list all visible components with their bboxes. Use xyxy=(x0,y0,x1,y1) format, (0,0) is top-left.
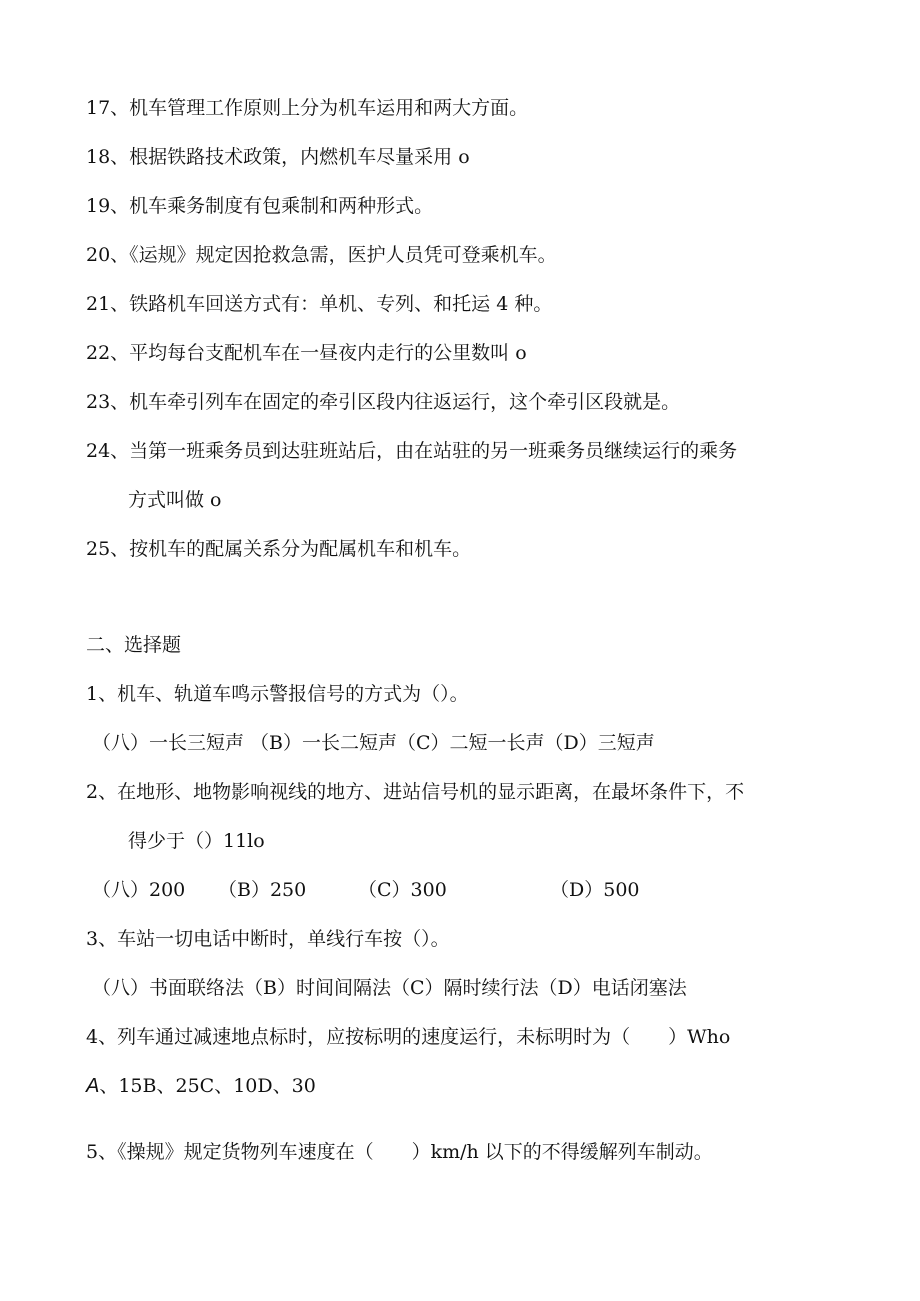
choice-question-2-option-d: （D）500 xyxy=(550,879,640,901)
choice-question-3: 3、车站一切电话中断时，单线行车按（）。 xyxy=(86,928,450,950)
question-18: 18、根据铁路技术政策，内燃机车尽量采用 o xyxy=(86,146,470,168)
choice-question-2-option-b: （B）250 xyxy=(218,879,307,901)
choice-question-1-options: （八）一长三短声 （B）一长二短声（C）二短一长声（D）三短声 xyxy=(92,732,655,754)
choice-question-2-line1: 2、在地形、地物影响视线的地方、进站信号机的显示距离，在最坏条件下，不 xyxy=(86,781,745,803)
choice-question-2-option-a: （八）200 xyxy=(92,879,186,901)
question-17: 17、机车管理工作原则上分为机车运用和两大方面。 xyxy=(86,97,529,119)
choice-question-1: 1、机车、轨道车鸣示警报信号的方式为（）。 xyxy=(86,683,469,705)
question-22: 22、平均每台支配机车在一昼夜内走行的公里数叫 o xyxy=(86,342,527,364)
section-title: 二、选择题 xyxy=(86,634,182,656)
choice-question-3-options: （八）书面联络法（B）时间间隔法（C）隔时续行法（D）电话闭塞法 xyxy=(92,977,687,999)
question-19: 19、机车乘务制度有包乘制和两种形式。 xyxy=(86,195,434,217)
choice-question-4-options xyxy=(86,1074,316,1098)
options-text: 、15B、25C、10D、30 xyxy=(99,1075,316,1097)
choice-question-2-line2: 得少于（）11lo xyxy=(128,830,265,852)
question-24-line1: 24、当第一班乘务员到达驻班站后，由在站驻的另一班乘务员继续运行的乘务 xyxy=(86,440,738,462)
choice-question-5: 5、《操规》规定货物列车速度在（ ）km/h 以下的不得缓解列车制动。 xyxy=(86,1141,713,1163)
choice-question-4: 4、列车通过减速地点标时，应按标明的速度运行，未标明时为（ ）Who xyxy=(86,1026,731,1048)
question-24-line2: 方式叫做 o xyxy=(128,489,222,511)
question-21: 21、铁路机车回送方式有：单机、专列、和托运 4 种。 xyxy=(86,293,553,315)
choice-question-2-option-c: （C）300 xyxy=(358,879,447,901)
question-25: 25、按机车的配属关系分为配属机车和机车。 xyxy=(86,538,472,560)
question-20: 20、《运规》规定因抢救急需，医护人员凭可登乘机车。 xyxy=(86,244,557,266)
option-a-letter: A xyxy=(86,1075,100,1097)
question-23: 23、机车牵引列车在固定的牵引区段内往返运行，这个牵引区段就是。 xyxy=(86,391,681,413)
